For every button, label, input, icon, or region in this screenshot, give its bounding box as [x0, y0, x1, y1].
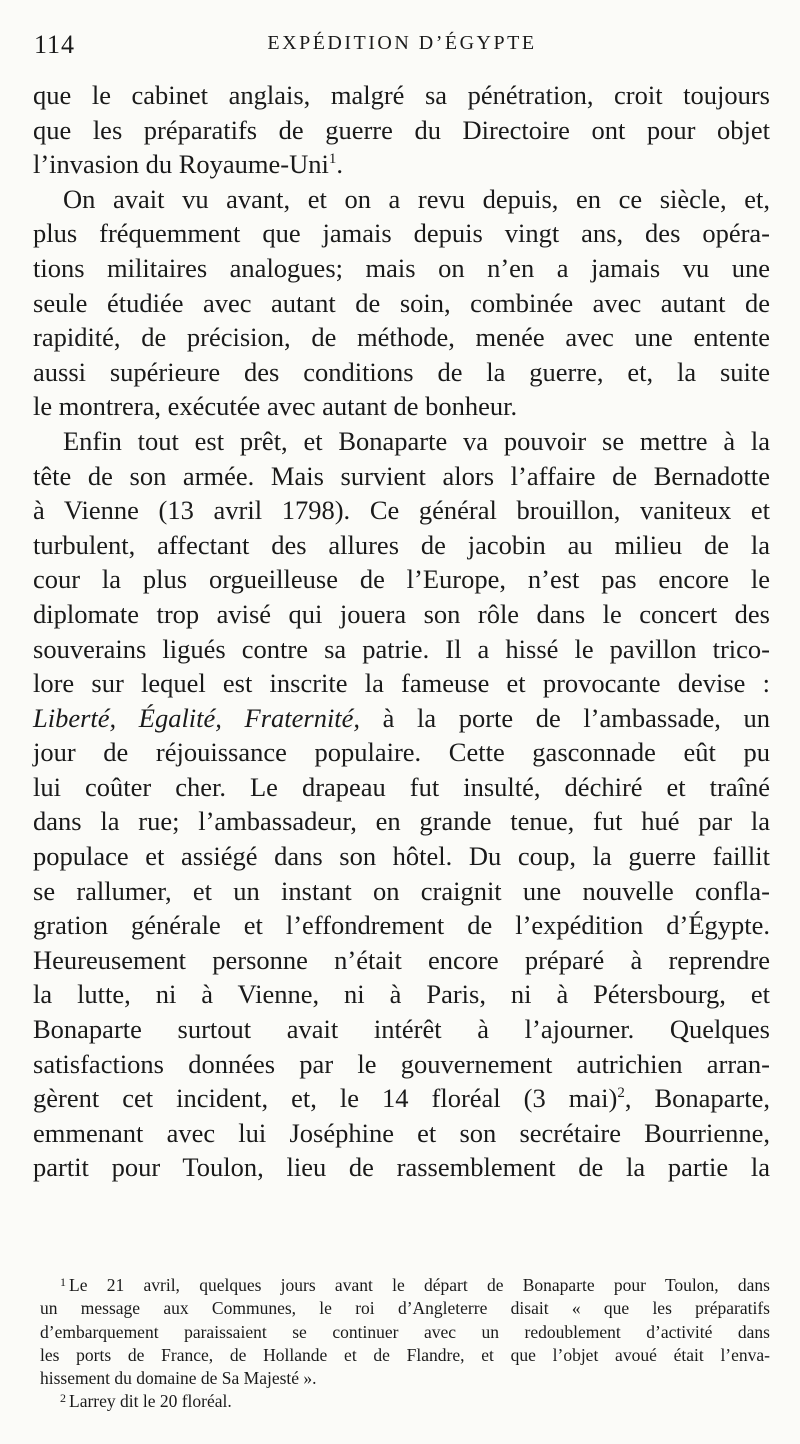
text-line: Enfin tout est prêt, et Bonaparte va pouvoir se mettre à la — [63, 425, 770, 456]
text-line: seule étudiée avec autant de soin, combinée avec autant de — [33, 287, 770, 318]
text-line: lui coûter cher. Le drapeau fut insulté, déchiré et traîné — [33, 771, 770, 802]
text-segment: l’invasion du Royaume-Uni — [33, 149, 329, 180]
footnote-line — [40, 1390, 770, 1413]
text-line: emmenant avec lui Joséphine et son secrétaire Bourrienne, — [33, 1117, 770, 1148]
text-line: dans la rue; l’ambassadeur, en grande tenue, fut hué par la — [33, 806, 770, 837]
footnote-line: les ports de France, de Hollande et de Flandre, et que l’objet avoué était l’enva- — [40, 1344, 770, 1365]
footnote-marker: 1 — [60, 1275, 66, 1289]
footnote-line: hissement du domaine de Sa Majesté ». — [40, 1368, 317, 1389]
text-line: se rallumer, et un instant on craignit une nouvelle confla- — [33, 875, 770, 906]
show-through-text — [33, 1228, 770, 1262]
text-line: On avait vu avant, et on a revu depuis, en ce siècle, et, — [63, 183, 770, 214]
text-line: que le cabinet anglais, malgré sa pénétration, croit toujours — [33, 80, 770, 110]
motto-italic: Liberté, Égalité, Fraternité, — [33, 702, 361, 733]
running-title: EXPÉDITION D’ÉGYPTE — [267, 32, 537, 54]
text-line: diplomate trop avisé qui jouera son rôle dans le concert des — [33, 598, 770, 629]
footnote-text: Larrey dit le 20 floréal. — [69, 1391, 232, 1412]
text-line: jour de réjouissance populaire. Cette gasconnade eût pu — [33, 737, 770, 768]
text-line: tête de son armée. Mais survient alors l’affaire de Bernadotte — [33, 460, 770, 491]
text-line: Heureusement personne n’était encore préparé à reprendre — [33, 944, 770, 975]
footnote-text: Le 21 avril, quelques jours avant le départ de Bonaparte pour Toulon, dans — [69, 1275, 770, 1295]
footnote-line: d’embarquement paraissaient se continuer avec un redoublement d’activité dans — [40, 1321, 770, 1342]
text-line: aussi supérieure des conditions de la guerre, et, la suite — [33, 356, 770, 387]
text-line: partit pour Toulon, lieu de rassemblement de la partie la — [33, 1152, 770, 1183]
footnote-reference: 2 — [617, 1085, 625, 1102]
text-line: le montrera, exécutée avec autant de bonheur. — [33, 391, 518, 422]
text-line — [33, 1081, 770, 1116]
text-line: populace et assiégé dans son hôtel. Du coup, la guerre faillit — [33, 841, 770, 872]
running-head — [34, 30, 770, 64]
text-line — [33, 701, 770, 736]
text-line: l’invasion du Royaume-Uni$^1$. — [33, 149, 343, 180]
footnotes — [40, 1274, 770, 1414]
text-line: gration générale et l’effondrement de l’expédition d’Égypte. — [33, 910, 770, 941]
body-text — [33, 78, 770, 1185]
text-line: plus fréquemment que jamais depuis vingt ans, des opéra- — [33, 218, 770, 249]
page-number: 114 — [34, 30, 76, 59]
text-segment: à la porte de l’ambassade, un — [360, 702, 771, 733]
text-line: cour la plus orgueilleuse de l’Europe, n’est pas encore le — [33, 564, 770, 595]
text-line: tions militaires analogues; mais on n’en a jamais vu une — [33, 252, 770, 283]
text-segment: , Bonaparte, — [624, 1083, 770, 1114]
text-line: turbulent, affectant des allures de jacobin au milieu de la — [33, 529, 770, 560]
text-line: souverains ligués contre sa patrie. Il a hissé le pavillon trico- — [33, 633, 770, 664]
footnote-reference: 1 — [328, 151, 337, 168]
text-line: lore sur lequel est inscrite la fameuse et provocante devise : — [33, 668, 770, 699]
text-line: satisfactions données par le gouvernement autrichien arran- — [33, 1048, 770, 1079]
footnote-line — [40, 1274, 770, 1297]
text-line: à Vienne (13 avril 1798). Ce général brouillon, vaniteux et — [33, 495, 770, 526]
text-line: la lutte, ni à Vienne, ni à Paris, ni à Pétersbourg, et — [33, 979, 770, 1010]
text-line: Bonaparte surtout avait intérêt à l’ajourner. Quelques — [33, 1014, 770, 1045]
footnote-marker: 2 — [60, 1391, 66, 1406]
text-line: que les préparatifs de guerre du Directoire ont pour objet — [33, 114, 770, 145]
footnote-line: un message aux Communes, le roi d’Angleterre disait « que les préparatifs — [40, 1298, 770, 1319]
text-line: rapidité, de précision, de méthode, menée avec une entente — [33, 322, 770, 353]
text-segment: gèrent cet incident, et, le 14 floréal (3 mai) — [33, 1083, 618, 1114]
